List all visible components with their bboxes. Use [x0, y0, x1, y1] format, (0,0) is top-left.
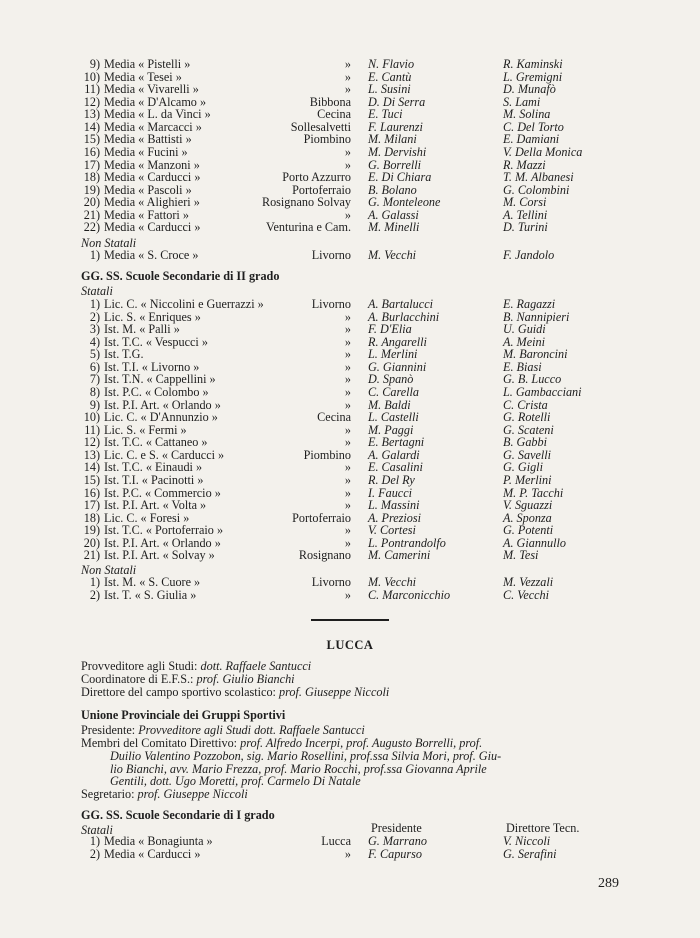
- school-name: Lic. C. « Niccolini e Guerrazzi »: [104, 297, 264, 311]
- school-name: Media « Tesei »: [104, 69, 182, 84]
- president-name: M. Minelli: [368, 220, 420, 235]
- provveditore-name: dott. Raffaele Santucci: [200, 659, 312, 673]
- school-location: Livorno: [311, 248, 351, 262]
- president-name: M. Dervishi: [368, 144, 427, 159]
- entry-number: 20): [83, 195, 100, 210]
- technical-director-name: G. Savelli: [503, 447, 552, 462]
- president-name: L. Castelli: [368, 410, 419, 425]
- president-name: D. Di Serra: [368, 94, 426, 109]
- school-name: Lic. S. « Enriques »: [104, 309, 201, 324]
- president-name: G. Giannini: [368, 359, 427, 374]
- school-name: Ist. P.I. Art. « Orlando »: [104, 397, 221, 412]
- technical-director-name: G. Rotelli: [503, 410, 551, 425]
- entry-number: 12): [83, 435, 100, 450]
- technical-director-name: C. Vecchi: [503, 587, 550, 602]
- president-name: M. Vecchi: [368, 575, 417, 589]
- entry-number: 20): [83, 535, 100, 550]
- president-name: A. Galassi: [368, 207, 419, 222]
- school-name: Media « Bonagiunta »: [104, 834, 213, 848]
- entry-number: 10): [83, 69, 100, 84]
- entry-number: 17): [83, 498, 100, 513]
- technical-director-name: E. Damiani: [503, 132, 560, 147]
- column-header-direttore: Direttore Tecn.: [506, 821, 580, 835]
- president-name: M. Paggi: [368, 422, 414, 437]
- president-name: E. Casalini: [368, 460, 423, 475]
- president-name: M. Baldi: [368, 397, 411, 412]
- president-name: A. Preziosi: [368, 510, 422, 525]
- presidente-name: Provveditore agli Studi dott. Raffaele Santucci: [138, 723, 365, 737]
- school-name: Media « Carducci »: [104, 220, 201, 235]
- school-name: Media « L. da Vinci »: [104, 107, 211, 122]
- school-location: »: [344, 422, 351, 437]
- school-location: »: [344, 157, 351, 172]
- technical-director-name: B. Gabbi: [503, 435, 548, 450]
- president-name: M. Milani: [368, 132, 417, 147]
- school-name: Ist. P.I. Art. « Orlando »: [104, 535, 221, 550]
- school-location: »: [344, 472, 351, 487]
- president-name: F. Laurenzi: [368, 119, 423, 134]
- president-name: I. Faucci: [368, 485, 412, 500]
- school-name: Lic. S. « Fermi »: [104, 422, 187, 437]
- entry-number: 7): [89, 372, 100, 387]
- entry-number: 1): [89, 575, 100, 589]
- entry-number: 11): [84, 82, 100, 97]
- section-divider: [311, 619, 389, 621]
- technical-director-name: T. M. Albanesi: [503, 170, 574, 185]
- technical-director-name: L. Gambacciani: [503, 384, 582, 399]
- presidente-label: Presidente:: [81, 723, 136, 737]
- school-location: »: [344, 460, 351, 475]
- technical-director-name: E. Ragazzi: [503, 297, 556, 311]
- school-name: Ist. T.C. « Cattaneo »: [104, 435, 208, 450]
- president-name: M. Vecchi: [368, 248, 417, 262]
- president-name: L. Merlini: [368, 347, 418, 362]
- school-location: »: [344, 69, 351, 84]
- school-location: »: [344, 435, 351, 450]
- technical-director-name: G. Serafini: [503, 847, 557, 861]
- lucca-statali-label: Statali: [81, 823, 113, 837]
- school-name: Ist. P.C. « Colombo »: [104, 384, 209, 399]
- school-location: »: [344, 384, 351, 399]
- school-location: »: [344, 144, 351, 159]
- school-location: »: [344, 57, 351, 71]
- technical-director-name: M. Vezzali: [503, 575, 554, 589]
- school-name: Ist. T.N. « Cappellini »: [104, 372, 216, 387]
- president-name: L. Massini: [368, 498, 420, 513]
- technical-director-name: C. Del Torto: [503, 119, 564, 134]
- technical-director-name: M. Corsi: [503, 195, 547, 210]
- direttore-line: [81, 686, 389, 699]
- membri-text-2: Duilio Valentino Pozzobon, sig. Mario Rosellini, prof.ssa Silvia Mori, prof. Giu-: [110, 749, 502, 763]
- school-location: Rosignano: [298, 548, 351, 563]
- president-name: C. Carella: [368, 384, 420, 399]
- technical-director-name: G. Scateni: [503, 422, 554, 437]
- provveditore-label: Provveditore agli Studi:: [81, 659, 198, 673]
- technical-director-name: A. Giannullo: [503, 535, 566, 550]
- school-location: »: [344, 309, 351, 324]
- school-name: Ist. T.C. « Vespucci »: [104, 334, 208, 349]
- technical-director-name: M. Baroncini: [503, 347, 568, 362]
- technical-director-name: M. P. Tacchi: [503, 485, 564, 500]
- technical-director-name: D. Munafò: [503, 82, 556, 97]
- school-location: »: [344, 485, 351, 500]
- entry-number: 6): [89, 359, 100, 374]
- entry-number: 2): [89, 847, 100, 861]
- entry-number: 3): [89, 322, 100, 337]
- school-name: Ist. T.C. « Portoferraio »: [104, 523, 224, 538]
- president-name: A. Burlacchini: [368, 309, 440, 324]
- segretario-name: prof. Giuseppe Niccoli: [137, 787, 248, 801]
- school-location: Portoferraio: [292, 182, 351, 197]
- s1-non-statali-label: Non Statali: [81, 236, 137, 250]
- technical-director-name: P. Merlini: [503, 472, 552, 487]
- school-name: Media « Fucini »: [104, 144, 188, 159]
- president-name: G. Borrelli: [368, 157, 422, 172]
- entry-number: 18): [83, 510, 100, 525]
- entry-number: 5): [89, 347, 100, 362]
- school-name: Lic. C. e S. « Carducci »: [104, 447, 225, 462]
- school-location: Portoferraio: [292, 510, 351, 525]
- entry-number: 1): [89, 248, 100, 262]
- technical-director-name: R. Kaminski: [503, 57, 563, 71]
- school-location: »: [344, 347, 351, 362]
- technical-director-name: V. Della Monica: [503, 144, 583, 159]
- technical-director-name: F. Jandolo: [503, 248, 555, 262]
- entry-number: 2): [89, 587, 100, 602]
- lucca-title: LUCCA: [326, 638, 374, 652]
- entry-number: 21): [83, 207, 100, 222]
- technical-director-name: C. Crista: [503, 397, 548, 412]
- president-name: F. Capurso: [368, 847, 422, 861]
- school-location: »: [344, 587, 351, 602]
- technical-director-name: S. Lami: [503, 94, 541, 109]
- school-location: »: [344, 322, 351, 337]
- president-name: B. Bolano: [368, 182, 417, 197]
- lucca-scuole-heading: GG. SS. Scuole Secondarie di I grado: [81, 808, 275, 822]
- column-header-presidente: Presidente: [371, 821, 422, 835]
- entry-number: 14): [83, 460, 100, 475]
- entry-number: 12): [83, 94, 100, 109]
- president-name: E. Di Chiara: [368, 170, 432, 185]
- unione-heading: Unione Provinciale dei Gruppi Sportivi: [81, 708, 286, 722]
- school-name: Media « Manzoni »: [104, 157, 200, 172]
- entry-number: 11): [84, 422, 100, 437]
- president-name: M. Camerini: [368, 548, 431, 563]
- entry-number: 13): [83, 447, 100, 462]
- school-location: Porto Azzurro: [282, 170, 351, 185]
- membri-text-4: Gentili, dott. Ugo Moretti, prof. Carmelo Di Natale: [110, 774, 361, 788]
- entry-number: 1): [89, 834, 100, 848]
- school-location: Livorno: [311, 575, 351, 589]
- technical-director-name: R. Mazzi: [503, 157, 546, 172]
- technical-director-name: M. Tesi: [503, 548, 539, 563]
- technical-director-name: M. Solina: [503, 107, 551, 122]
- technical-director-name: U. Guidi: [503, 322, 546, 337]
- entry-number: 9): [89, 57, 100, 71]
- technical-director-name: L. Gremigni: [503, 69, 563, 84]
- school-location: Rosignano Solvay: [261, 195, 351, 210]
- technical-director-name: D. Turini: [503, 220, 548, 235]
- entry-number: 4): [89, 334, 100, 349]
- technical-director-name: G. B. Lucco: [503, 372, 562, 387]
- school-name: Ist. M. « Palli »: [104, 322, 180, 337]
- entry-number: 2): [89, 309, 100, 324]
- school-name: Lic. C. « Foresi »: [104, 510, 190, 525]
- technical-director-name: E. Biasi: [503, 359, 542, 374]
- president-name: D. Spanò: [368, 372, 414, 387]
- school-name: Ist. P.I. Art. « Solvay »: [104, 548, 215, 563]
- entry-number: 10): [83, 410, 100, 425]
- school-name: Media « Alighieri »: [104, 195, 200, 210]
- entry-number: 18): [83, 170, 100, 185]
- entry-number: 15): [83, 472, 100, 487]
- school-name: Media « Vivarelli »: [104, 82, 199, 97]
- school-name: Ist. T.I. « Pacinotti »: [104, 472, 204, 487]
- school-location: Cecina: [317, 410, 351, 425]
- membri-label: Membri del Comitato Direttivo:: [81, 736, 238, 750]
- entry-number: 19): [83, 182, 100, 197]
- school-location: »: [344, 397, 351, 412]
- school-name: Media « Pascoli »: [104, 182, 192, 197]
- school-location: Cecina: [317, 107, 351, 122]
- segretario-label: Segretario:: [81, 787, 135, 801]
- school-name: Media « D'Alcamo »: [104, 94, 207, 109]
- school-name: Lic. C. « D'Annunzio »: [104, 410, 218, 425]
- s2-non-statali-label: Non Statali: [81, 563, 137, 577]
- coordinatore-label: Coordinatore di E.F.S.:: [81, 672, 194, 686]
- coordinatore-name: prof. Giulio Bianchi: [196, 672, 295, 686]
- entry-number: 1): [89, 297, 100, 311]
- school-name: Media « Carducci »: [104, 847, 201, 861]
- president-name: L. Susini: [368, 82, 411, 97]
- president-name: E. Cantù: [368, 69, 412, 84]
- s2-statali-label: Statali: [81, 284, 113, 298]
- president-name: A. Galardi: [368, 447, 420, 462]
- school-location: »: [344, 847, 351, 861]
- school-location: »: [344, 359, 351, 374]
- president-name: R. Del Ry: [368, 472, 415, 487]
- school-location: Venturina e Cam.: [266, 220, 351, 235]
- school-location: Piombino: [303, 132, 351, 147]
- president-name: E. Bertagni: [368, 435, 425, 450]
- entry-number: 13): [83, 107, 100, 122]
- school-location: Piombino: [303, 447, 351, 462]
- page-number: 289: [598, 876, 619, 891]
- school-name: Media « Fattori »: [104, 207, 189, 222]
- technical-director-name: B. Nannipieri: [503, 309, 570, 324]
- school-location: »: [344, 535, 351, 550]
- school-name: Media « Carducci »: [104, 170, 201, 185]
- president-name: V. Cortesi: [368, 523, 416, 538]
- entry-number: 16): [83, 144, 100, 159]
- technical-director-name: A. Sponza: [503, 510, 552, 525]
- president-name: G. Monteleone: [368, 195, 441, 210]
- technical-director-name: V. Niccoli: [503, 834, 551, 848]
- school-location: »: [344, 498, 351, 513]
- technical-director-name: A. Meini: [503, 334, 545, 349]
- school-location: Bibbona: [309, 94, 351, 109]
- school-location: »: [344, 334, 351, 349]
- section2-heading: GG. SS. Scuole Secondarie di II grado: [81, 269, 280, 283]
- segretario-line: [81, 788, 248, 801]
- school-location: Livorno: [311, 297, 351, 311]
- school-name: Ist. T.G.: [104, 347, 144, 362]
- entry-number: 9): [89, 397, 100, 412]
- school-location: Sollesalvetti: [290, 119, 351, 134]
- technical-director-name: A. Tellini: [503, 207, 548, 222]
- president-name: E. Tuci: [368, 107, 403, 122]
- technical-director-name: G. Colombini: [503, 182, 570, 197]
- entry-number: 17): [83, 157, 100, 172]
- school-name: Ist. P.I. Art. « Volta »: [104, 498, 207, 513]
- technical-director-name: V. Sguazzi: [503, 498, 553, 513]
- direttore-label: Direttore del campo sportivo scolastico:: [81, 685, 276, 699]
- entry-number: 19): [83, 523, 100, 538]
- school-name: Ist. T.C. « Einaudi »: [104, 460, 203, 475]
- membri-text-1: prof. Alfredo Incerpi, prof. Augusto Borrelli, prof.: [240, 736, 483, 750]
- school-name: Ist. P.C. « Commercio »: [104, 485, 221, 500]
- membri-text-3: lio Bianchi, avv. Mario Frezza, prof. Mario Rocchi, prof.ssa Giovanna Aprile: [110, 762, 487, 776]
- president-name: F. D'Elia: [368, 322, 412, 337]
- technical-director-name: G. Gigli: [503, 460, 543, 475]
- school-location: »: [344, 372, 351, 387]
- president-name: N. Flavio: [368, 57, 415, 71]
- direttore-name: prof. Giuseppe Niccoli: [279, 685, 390, 699]
- school-location: »: [344, 207, 351, 222]
- school-location: »: [344, 523, 351, 538]
- school-location: »: [344, 82, 351, 97]
- entry-number: 8): [89, 384, 100, 399]
- school-name: Media « Battisti »: [104, 132, 192, 147]
- president-name: C. Marconicchio: [368, 587, 451, 602]
- school-name: Media « S. Croce »: [104, 248, 199, 262]
- school-location: Lucca: [321, 834, 351, 848]
- school-name: Media « Pistelli »: [104, 57, 191, 71]
- school-name: Ist. T. « S. Giulia »: [104, 587, 197, 602]
- entry-number: 15): [83, 132, 100, 147]
- entry-number: 21): [83, 548, 100, 563]
- school-name: Media « Marcacci »: [104, 119, 202, 134]
- president-name: A. Bartalucci: [368, 297, 433, 311]
- president-name: G. Marrano: [368, 834, 427, 848]
- entry-number: 16): [83, 485, 100, 500]
- entry-number: 22): [83, 220, 100, 235]
- school-name: Ist. T.I. « Livorno »: [104, 359, 200, 374]
- president-name: L. Pontrandolfo: [368, 535, 446, 550]
- president-name: R. Angarelli: [368, 334, 427, 349]
- technical-director-name: G. Potenti: [503, 523, 554, 538]
- school-name: Ist. M. « S. Cuore »: [104, 575, 201, 589]
- entry-number: 14): [83, 119, 100, 134]
